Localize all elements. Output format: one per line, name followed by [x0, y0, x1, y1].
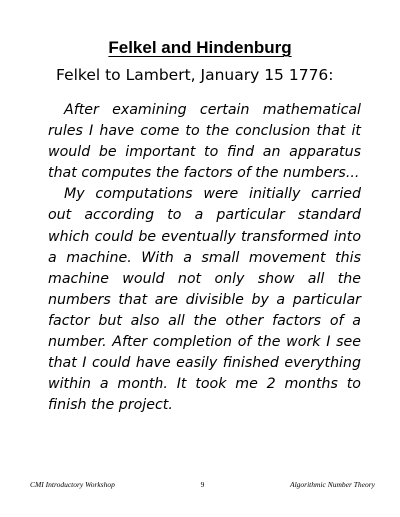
- quote-paragraph-2: My computations were initially carried out according to a particular standard which could be eventually transformed into a machine. With a small movement this machine would not only show all the numbers that are divisible by a particular factor but also all the other factors of a number. After completion of the work I see that I could have easily finished everything within a month. It took me 2 months to finish the project.: [48, 186, 361, 414]
- slide-subtitle: Felkel to Lambert, January 15 1776:: [56, 66, 334, 84]
- slide-title: Felkel and Hindenburg: [108, 38, 292, 57]
- footer-course-title: Algorithmic Number Theory: [290, 480, 375, 489]
- quote-paragraph-1: After examining certain mathematical rules I have come to the conclusion that it would be important to find an apparatus that computes the factors of the numbers...: [48, 102, 361, 182]
- footer: [30, 480, 375, 494]
- footer-page-number: 9: [200, 480, 205, 489]
- quote-block: [48, 100, 361, 416]
- footer-workshop-name: CMI Introductory Workshop: [30, 480, 115, 489]
